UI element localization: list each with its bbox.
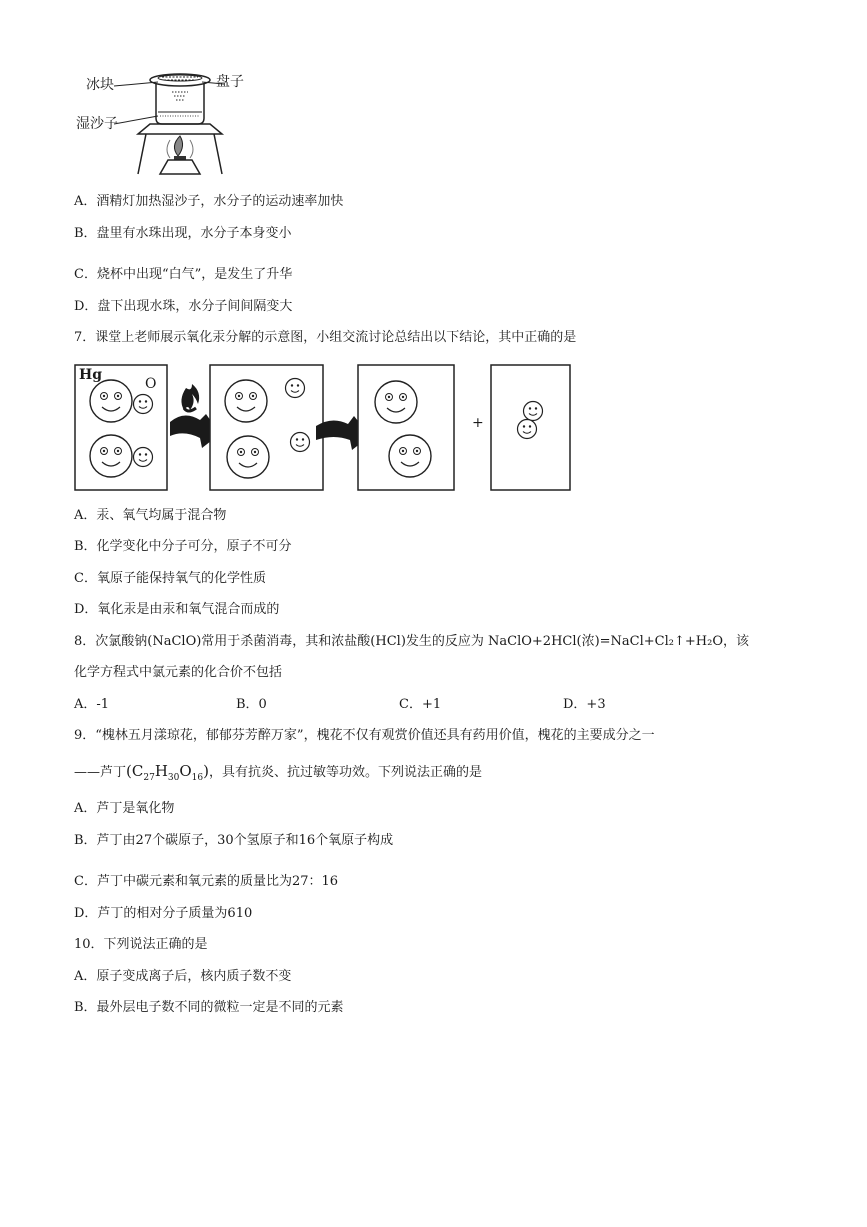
q6-option-b: B．盘里有水珠出现，水分子本身变小 bbox=[74, 226, 292, 241]
q8-option-c: C．+1 bbox=[399, 697, 442, 712]
formula-sub-h: 30 bbox=[167, 773, 180, 783]
fig7-label-o: O bbox=[145, 376, 157, 392]
q9-option-c: C．芦丁中碳元素和氧元素的质量比为27：16 bbox=[74, 874, 339, 889]
formula-close: ) bbox=[203, 762, 209, 780]
q8-option-d: D．+3 bbox=[563, 697, 606, 712]
q9-stem-line1: 9．“槐林五月漾琼花，郁郁芬芳醉万家”，槐花不仅有观赏价值还具有药用价值，槐花的主要成分之一 bbox=[74, 728, 655, 743]
q9-stem-suffix: ，具有抗炎、抗过敏等功效。下列说法正确的是 bbox=[208, 765, 482, 780]
label-ice: 冰块 bbox=[86, 77, 114, 93]
q10-option-b: B．最外层电子数不同的微粒一定是不同的元素 bbox=[74, 1000, 344, 1015]
q6-option-a: A．酒精灯加热湿沙子，水分子的运动速率加快 bbox=[74, 194, 344, 209]
fig7-label-hg: Hg bbox=[79, 367, 103, 383]
q7-option-b: B．化学变化中分子可分，原子不可分 bbox=[74, 539, 292, 554]
q6-option-d: D．盘下出现水珠，水分子间间隔变大 bbox=[74, 299, 293, 314]
label-sand: 湿沙子 bbox=[76, 116, 118, 132]
formula-o: O bbox=[179, 762, 192, 780]
q8-stem-line2: 化学方程式中氯元素的化合价不包括 bbox=[74, 665, 283, 680]
q7-option-a: A．汞、氧气均属于混合物 bbox=[74, 508, 227, 523]
q9-stem-line2 bbox=[74, 762, 482, 787]
q10-stem: 10．下列说法正确的是 bbox=[74, 937, 208, 952]
q8-stem-line1: 8．次氯酸钠(NaClO)常用于杀菌消毒，其和浓盐酸(HCl)发生的反应为 NaClO+2HCl(浓)=NaCl+Cl₂↑+H₂O，该 bbox=[74, 634, 749, 649]
q8-option-b: B．0 bbox=[236, 697, 267, 712]
q6-option-c: C．烧杯中出现“白气”，是发生了升华 bbox=[74, 267, 293, 282]
q7-option-d: D．氧化汞是由汞和氧气混合而成的 bbox=[74, 602, 280, 617]
q10-option-a: A．原子变成离子后，核内质子数不变 bbox=[74, 969, 292, 984]
q7-stem: 7．课堂上老师展示氧化汞分解的示意图，小组交流讨论总结出以下结论，其中正确的是 bbox=[74, 330, 577, 345]
fig7-plus: + bbox=[472, 415, 484, 431]
q8-option-a: A．-1 bbox=[74, 697, 110, 712]
q9-option-b: B．芦丁由27个碳原子，30个氢原子和16个氧原子构成 bbox=[74, 833, 394, 848]
q9-option-d: D．芦丁的相对分子质量为610 bbox=[74, 906, 253, 921]
q9-stem-prefix: ——芦丁 bbox=[74, 765, 127, 780]
formula-sub-c: 27 bbox=[143, 773, 155, 783]
formula-h: H bbox=[154, 762, 168, 780]
q9-option-a: A．芦丁是氧化物 bbox=[74, 801, 175, 816]
formula-sub-o: 16 bbox=[191, 773, 204, 783]
formula-open: (C bbox=[126, 762, 144, 780]
label-plate: 盘子 bbox=[216, 74, 244, 90]
q7-option-c: C．氧原子能保持氧气的化学性质 bbox=[74, 571, 266, 586]
rutin-formula bbox=[126, 762, 209, 783]
